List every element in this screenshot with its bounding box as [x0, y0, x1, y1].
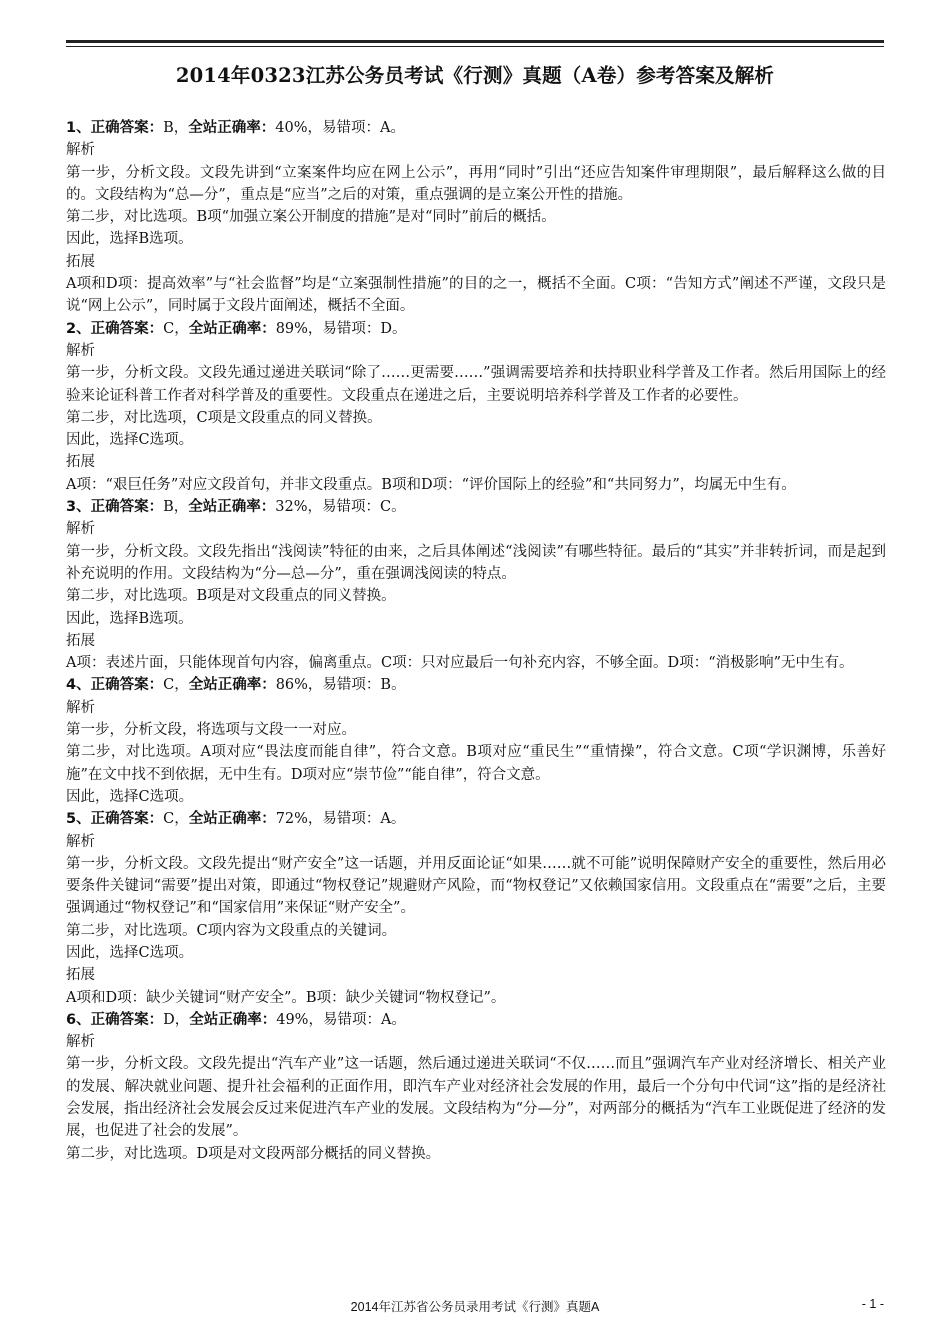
analysis-paragraph: 因此，选择B选项。 — [66, 610, 193, 627]
analysis-paragraph: 第二步，对比选项。D项是对文段两部分概括的同义替换。 — [66, 1145, 441, 1162]
rate-label: 全站正确率： — [188, 120, 276, 136]
rate-value: 32%，易错项：C。 — [275, 499, 406, 516]
question-block — [66, 808, 886, 1009]
rate-label: 全站正确率： — [189, 1011, 277, 1028]
rate-value: 40%，易错项：A。 — [275, 120, 405, 136]
answer-value: C， — [163, 677, 189, 694]
analysis-paragraph: 第一步，分析文段。文段先提出“汽车产业”这一话题，然后通过递进关联词“不仅……而且”强调汽车产业对经济增长、相关产业的发展、解决就业问题、提升社会福利的正面作用，即汽车产业对经济社会发展的作用，最后一个分句中代词“这”指的是经济社会发展，指出经济社会发展会反过来促进汽车产业的发展。文段结构为“分—分”，对两部分的概括为“汽车工业既促进了经济的发展，也促进了社会的发展”。 — [66, 1056, 886, 1140]
question-header — [66, 117, 886, 139]
analysis-heading: 解析 — [66, 342, 95, 359]
question-number: 2、 — [66, 320, 91, 337]
extension-paragraph: A项和D项：缺少关键词“财产安全”。B项：缺少关键词“物权登记”。 — [66, 989, 506, 1006]
analysis-paragraph: 第二步，对比选项。C项内容为文段重点的关键词。 — [66, 922, 397, 939]
question-number: 6、 — [66, 1011, 91, 1028]
rate-label: 全站正确率： — [188, 677, 276, 694]
question-block — [66, 496, 886, 674]
extension-paragraph: A项：表述片面，只能体现首句内容，偏离重点。C项：只对应最后一句补充内容，不够全面。D项：“消极影响”无中生有。 — [66, 655, 854, 672]
question-number: 1、 — [66, 120, 91, 136]
analysis-paragraph: 第二步，对比选项。A项对应“畏法度而能自律”，符合文意。B项对应“重民生”“重情操”，符合文意。C项“学识渊博，乐善好施”在文中找不到依据，无中生有。D项对应“崇节俭”“能自律”，符合文意。 — [66, 744, 886, 783]
rate-label: 全站正确率： — [188, 811, 276, 828]
question-header — [66, 496, 886, 518]
analysis-heading: 解析 — [66, 521, 95, 538]
rate-value: 89%，易错项：D。 — [275, 320, 407, 337]
header-rule-thick — [66, 40, 884, 43]
analysis-heading: 解析 — [66, 699, 95, 716]
rate-label: 全站正确率： — [188, 320, 276, 337]
analysis-paragraph: 因此，选择C选项。 — [66, 432, 194, 449]
answer-value: C， — [163, 320, 189, 337]
rate-label: 全站正确率： — [188, 499, 276, 516]
analysis-paragraph: 第一步，分析文段，将选项与文段一一对应。 — [66, 722, 356, 739]
extension-heading: 拓展 — [66, 632, 95, 649]
question-header — [66, 318, 886, 340]
extension-heading: 拓展 — [66, 454, 95, 471]
analysis-paragraph: 第二步，对比选项，C项是文段重点的同义替换。 — [66, 409, 382, 426]
question-number: 3、 — [66, 499, 91, 516]
footer-text: 2014年江苏省公务员录用考试《行测》真题A — [350, 1300, 600, 1314]
page-number: - 1 - — [861, 1297, 884, 1311]
extension-paragraph: A项：“艰巨任务”对应文段首句，并非文段重点。B项和D项：“评价国际上的经验”和“共同努力”，均属无中生有。 — [66, 476, 796, 493]
rate-value: 72%，易错项：A。 — [275, 811, 406, 828]
answer-label: 正确答案： — [90, 320, 164, 337]
analysis-heading: 解析 — [66, 142, 95, 159]
question-block — [66, 318, 886, 496]
answer-label: 正确答案： — [90, 1011, 164, 1028]
answer-label: 正确答案： — [90, 811, 164, 828]
answer-value: D， — [163, 1011, 190, 1028]
analysis-paragraph: 第一步，分析文段。文段先提出“财产安全”这一话题，并用反面论证“如果……就不可能”说明保障财产安全的重要性，然后用必要条件关键词“需要”提出对策，即通过“物权登记”规避财产风险，而“物权登记”又依赖国家信用。文段重点在“需要”之后，主要强调通过“物权登记”和“国家信用”来保证“财产安全”。 — [66, 855, 886, 917]
question-block — [66, 117, 886, 318]
question-block — [66, 1009, 886, 1165]
question-header — [66, 808, 886, 830]
answer-value: B， — [163, 120, 189, 136]
header-rule-thin — [66, 46, 884, 47]
rate-value: 49%，易错项：A。 — [276, 1011, 406, 1028]
analysis-paragraph: 第二步，对比选项。B项“加强立案公开制度的措施”是对“同时”前后的概括。 — [66, 209, 556, 226]
analysis-paragraph: 因此，选择C选项。 — [66, 788, 194, 805]
rate-value: 86%，易错项：B。 — [275, 677, 406, 694]
analysis-paragraph: 第一步，分析文段。文段先通过递进关联词“除了……更需要……”强调需要培养和扶持职业科学普及工作者。然后用国际上的经验来论证科普工作者对科学普及的重要性。文段重点在递进之后，主要说明培养科学普及工作者的必要性。 — [66, 365, 886, 404]
answer-label: 正确答案： — [90, 120, 164, 136]
question-block — [66, 674, 886, 808]
answer-label: 正确答案： — [90, 677, 164, 694]
answer-value: B， — [163, 499, 189, 516]
question-number: 5、 — [66, 811, 91, 828]
extension-paragraph: A项和D项：提高效率”与“社会监督”均是“立案强制性措施”的目的之一，概括不全面。C项：“告知方式”阐述不严谨，文段只是说“网上公示”，同时属于文段片面阐述，概括不全面。 — [66, 276, 886, 315]
analysis-heading: 解析 — [66, 833, 95, 850]
analysis-paragraph: 第一步，分析文段。文段先讲到“立案案件均应在网上公示”，再用“同时”引出“还应告知案件审理期限”，最后解释这么做的目的。文段结构为“总—分”，重点是“应当”之后的对策，重点强调的是立案公开性的措施。 — [66, 164, 886, 203]
question-number: 4、 — [66, 677, 91, 694]
analysis-paragraph: 因此，选择B选项。 — [66, 231, 193, 248]
extension-heading: 拓展 — [66, 967, 95, 984]
page-title: 2014年0323江苏公务员考试《行测》真题（A卷）参考答案及解析 — [175, 64, 775, 87]
analysis-paragraph: 第二步，对比选项。B项是对文段重点的同义替换。 — [66, 588, 396, 605]
analysis-paragraph: 第一步，分析文段。文段先指出“浅阅读”特征的由来，之后具体阐述“浅阅读”有哪些特征。最后的“其实”并非转折词，而是起到补充说明的作用。文段结构为“分—总—分”，重在强调浅阅读的特点。 — [66, 543, 886, 582]
analysis-paragraph: 因此，选择C选项。 — [66, 944, 194, 961]
question-header — [66, 674, 886, 696]
answer-list — [66, 117, 886, 1165]
extension-heading: 拓展 — [66, 253, 95, 270]
analysis-heading: 解析 — [66, 1034, 95, 1051]
answer-label: 正确答案： — [90, 499, 164, 516]
question-header — [66, 1009, 886, 1031]
answer-value: C， — [163, 811, 189, 828]
